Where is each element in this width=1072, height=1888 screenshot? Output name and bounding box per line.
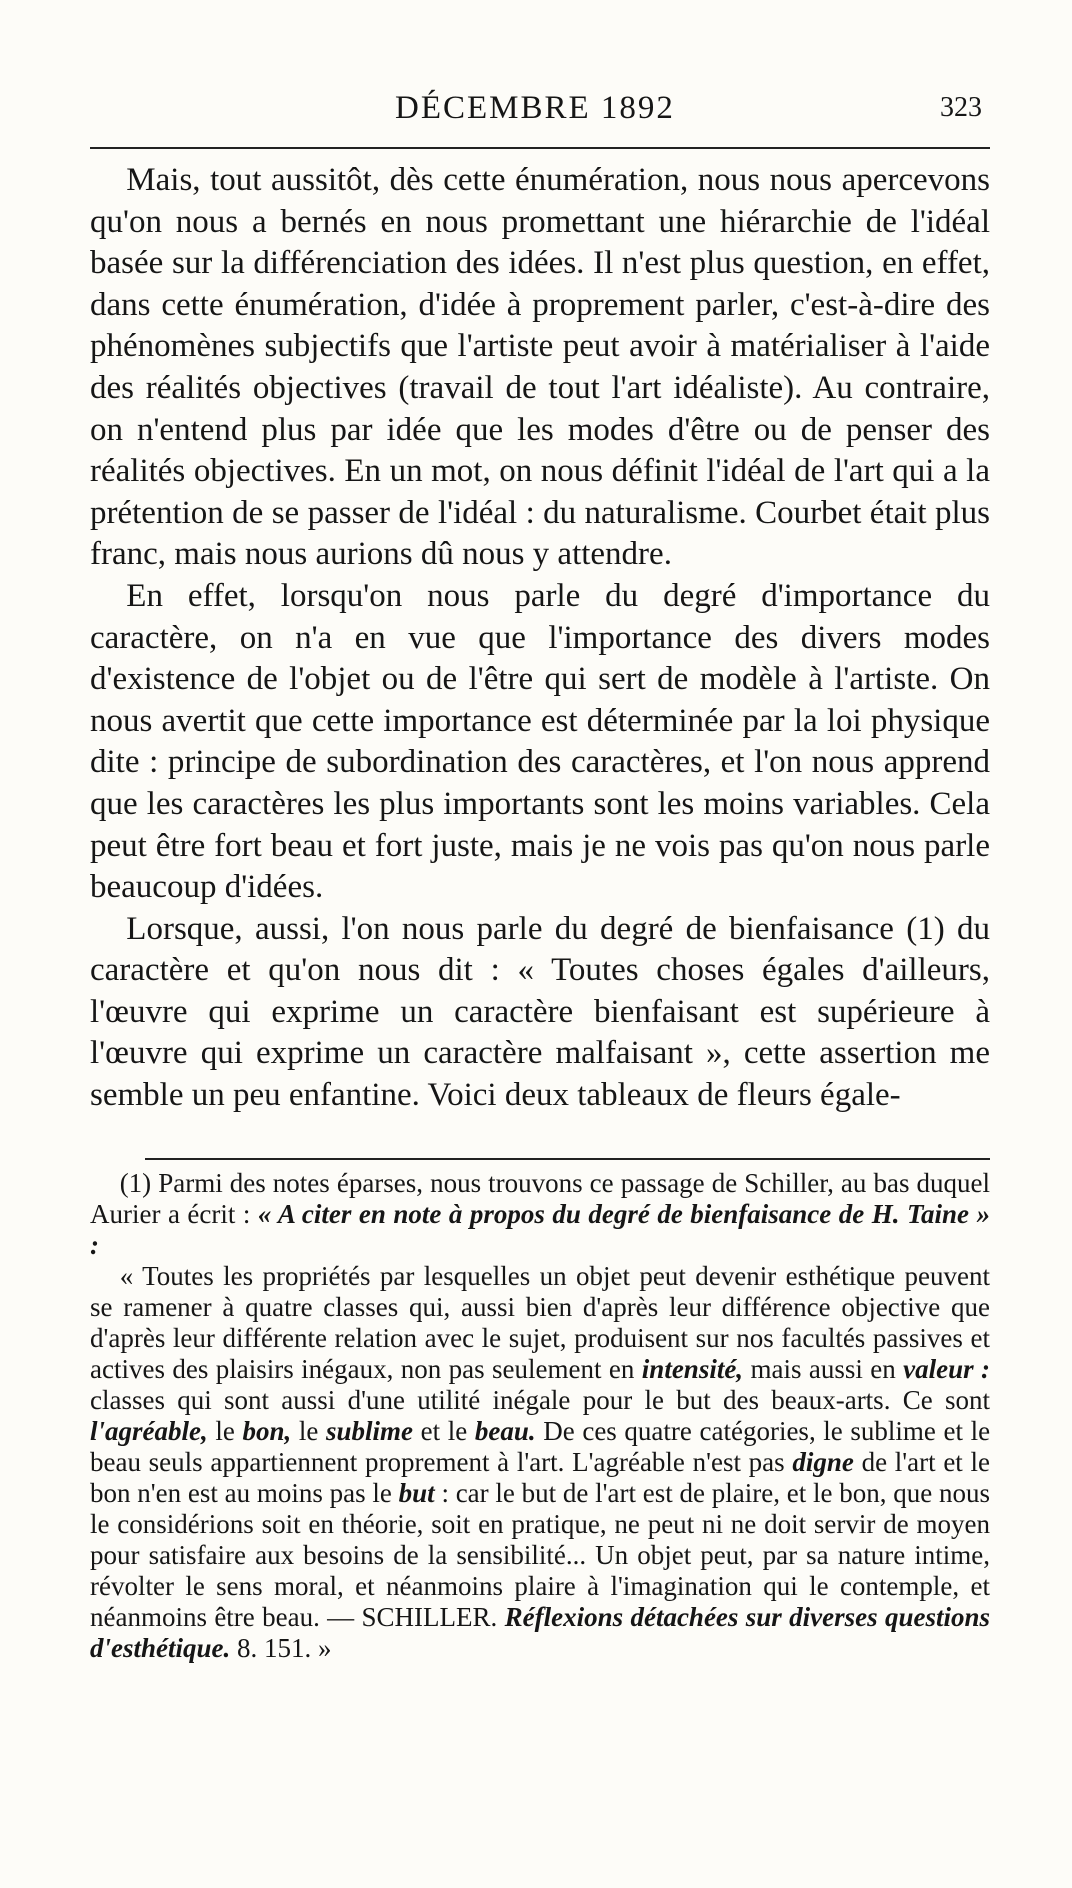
quote-em-bon: bon, — [242, 1416, 292, 1446]
quote-text-b: mais aussi en — [750, 1354, 896, 1384]
quote-text-g: De ces quatre catégories, le sublime et le beau seuls appartiennent proprement à l'art. L'agréable n'est pas — [90, 1416, 991, 1477]
quote-em-source-title: Réflexions détachées sur diverses questions d'esthétique. — [90, 1602, 990, 1663]
quote-text-f: et le — [420, 1416, 468, 1446]
quote-text-h: de l'art et le bon n'en est au moins pas le — [90, 1447, 990, 1508]
quote-text-e: le — [298, 1416, 319, 1446]
footnote-intro — [90, 1168, 990, 1261]
running-title: DÉCEMBRE 1892 — [395, 90, 675, 126]
footnote-text: Parmi des notes éparses, nous trouvons ce passage de Schiller, au bas duquel Aurier a écrit : — [90, 1168, 990, 1229]
footnote-marker: (1) — [119, 1168, 152, 1198]
paragraph-2: En effet, lorsqu'on nous parle du degré d'importance du caractère, on n'a en vue que l'importance des divers modes d'existence de l'objet ou de l'être qui sert de modèle à l'artiste. On nous avertit que cette importance est déterminée par la loi physique dite : principe de subordination des caractères, et l'on nous apprend que les caractères les plus importants sont les moins variables. Cela peut être fort beau et fort juste, mais je ne vois pas qu'on nous parle beaucoup d'idées. — [90, 577, 990, 906]
quote-text-j: 8. 151. » — [237, 1633, 332, 1663]
quote-em-but: but — [398, 1478, 435, 1508]
main-text — [90, 160, 990, 1117]
quote-em-valeur: valeur : — [903, 1354, 991, 1384]
page-number: 323 — [940, 92, 982, 123]
quote-text-c: classes qui sont aussi d'une utilité inégale pour le but des beaux-arts. Ce sont — [90, 1385, 990, 1415]
quote-em-beau: beau. — [474, 1416, 536, 1446]
quote-em-agreable: l'agréable, — [90, 1416, 208, 1446]
footnote-note-citation: « A citer en note à propos du degré de bienfaisance de H. Taine » : — [90, 1199, 990, 1260]
running-header — [90, 88, 990, 138]
footnote-rule — [145, 1158, 990, 1160]
quote-text-d: le — [215, 1416, 235, 1446]
quote-text-i: : car le but de l'art est de plaire, et le bon, que nous le considérions soit en théorie, soit en pratique, ne peut ni ne doit servir de moyen pour satisfaire aux besoins de la sensibilité... Un objet peut, par sa nature intime, révolter le sens moral, et néanmoins plaire à l'imagination qui le contemple, et néanmoins être beau. — SCHILLER. — [90, 1478, 990, 1632]
header-rule — [90, 147, 990, 149]
paragraph-1: Mais, tout aussitôt, dès cette énumération, nous nous apercevons qu'on nous a bernés en nous promettant une hiérarchie de l'idéal basée sur la différenciation des idées. Il n'est plus question, en effet, dans cette énumération, d'idée à proprement parler, c'est-à-dire des phénomènes subjectifs que l'artiste peut avoir à matérialiser à l'aide des réalités objectives (travail de tout l'art idéaliste). Au contraire, on n'entend plus par idée que les modes d'être ou de penser des réalités objectives. En un mot, on nous définit l'idéal de l'art qui a la prétention de se passer de l'idéal : du naturalisme. Courbet était plus franc, mais nous aurions dû nous y attendre. — [90, 162, 990, 573]
footnote — [90, 1168, 990, 1664]
quote-text-a: « Toutes les propriétés par lesquelles un objet peut devenir esthétique peuvent se ramener à quatre classes qui, aussi bien d'après leur différence objective que d'après leur différente relation avec le sujet, produisent sur nos facultés passives et actives des plaisirs inégaux, non pas seulement en — [90, 1261, 990, 1384]
quote-em-sublime: sublime — [326, 1416, 414, 1446]
quote-em-digne: digne — [792, 1447, 854, 1477]
footnote-quotation — [90, 1261, 990, 1664]
quote-em-intensite: intensité, — [641, 1354, 744, 1384]
paragraph-3: Lorsque, aussi, l'on nous parle du degré de bienfaisance (1) du caractère et qu'on nous dit : « Toutes choses égales d'ailleurs, l'œuvre qui exprime un caractère bienfaisant est supérieure à l'œuvre qui exprime un caractère malfaisant », cette assertion me semble un peu enfantine. Voici deux tableaux de fleurs égale- — [90, 910, 990, 1114]
